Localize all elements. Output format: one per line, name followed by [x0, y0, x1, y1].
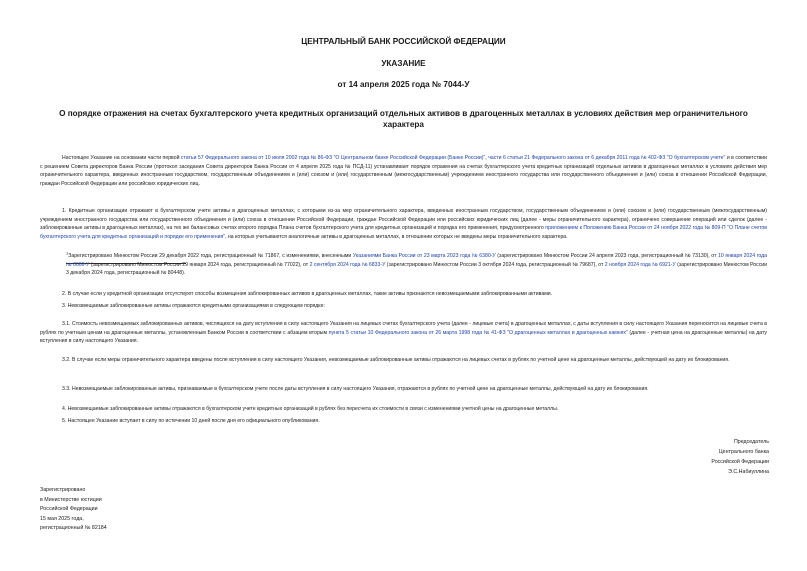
footnote-text: Зарегистрировано Минюстом России 29 декабря 2022 года, регистрационный № 71867, с изменениями, внесенными [68, 253, 353, 259]
paragraph-1 [40, 207, 767, 241]
signature-country: Российской Федерации [711, 459, 769, 465]
footnote [66, 252, 767, 278]
footnote-marker: 1 [66, 250, 69, 256]
paragraph-3-2: 3.2. В случае если меры ограничительного характера введены после вступления в силу настоящего Указания, невозмещаемые заблокированные активы отражаются на лицевых счетах в рублях по учетной цене на драгоценные металлы, действующей на дату их блокирования. [62, 357, 730, 363]
intro-paragraph [40, 154, 767, 188]
link-directive-6380-u[interactable]: Указаниями Банка России от 23 марта 2023 года № 6380-У [352, 253, 496, 259]
issuer-heading: ЦЕНТРАЛЬНЫЙ БАНК РОССИЙСКОЙ ФЕДЕРАЦИИ [301, 37, 506, 46]
signature-block [711, 437, 769, 477]
document-type: УКАЗАНИЕ [381, 59, 426, 68]
intro-text: , [485, 155, 489, 161]
paragraph-3-1 [40, 320, 767, 346]
paragraph-text: , на которых учитываются аналогичные активы в драгоценных металлах, в отношении которых не введены меры ограничительного характера. [225, 233, 568, 240]
link-law-41-fz[interactable]: пункта 5 статьи 10 Федерального закона от 26 марта 1998 года № 41-ФЗ "О драгоценных металлах и драгоценных камнях" [328, 329, 628, 336]
registration-number: регистрационный № 82184 [40, 525, 107, 532]
registration-block [40, 486, 107, 534]
document-date-number: от 14 апреля 2025 года № 7044-У [337, 80, 470, 89]
registration-line: в Министерстве юстиции [40, 496, 102, 503]
intro-text: Настоящее Указание на основании части первой [62, 155, 181, 161]
paragraph-text: (далее - учетная цена на драгоценные металлы) на дату вступления в силу настоящего Указания. [40, 329, 768, 345]
paragraph-5: 5. Настоящее Указание вступает в силу по истечении 10 дней после дня его официального опубликования. [62, 418, 320, 424]
footnote-text: (зарегистрировано Минюстом России 29 января 2024 года, регистрационный № 77022), от [89, 261, 310, 268]
intro-text: и в соответствии с решением Совета директоров Банка России (протокол заседания Совета директоров Банка России от 4 апреля 2025 года № ПСД-11) устанавливает порядок отражения на счетах бухгалтерского учета кредитных организаций отдельных активов в драгоценных металлах в условиях действия мер ограничительного характера, введенных иностранным государством, государственным объединением и (или) союзом и (или) государственным (межгосударственным) учреждением иностранного государства или государственного объединения и (или) союза в отношении Российской Федерации, граждан Российской Федерации или российских юридических лиц. [40, 155, 768, 187]
paragraph-text: 1. Кредитные организации отражают в бухгалтерском учете активы в драгоценных металлах, с которыми из-за мер ограничительного характера, введенных иностранным государством, государственным объединением и (или) союзом и (или) государственным (межгосударственным) учреждением иностранного государства или государственного объединения и (или) союза в отношении Российской Федерации, граждан Российской Федерации или российских юридических лиц (далее - меры ограничительного характера), ограничено совершение операций или сделок (далее - заблокированные активы в драгоценных металлах), на тех же балансовых счетах второго порядка Плана счетов бухгалтерского учета для кредитных организаций и порядка его применения, предусмотренного [40, 208, 767, 232]
registration-line: Зарегистрировано [40, 487, 86, 493]
signature-position: Председатель [733, 439, 769, 445]
registration-line: Российской Федерации [40, 506, 98, 513]
link-directive-6666-u[interactable]: 10 января 2024 года № 6666-У [66, 253, 768, 268]
link-law-402-fz[interactable]: части 6 статьи 21 Федерального закона от 6 декабря 2011 года № 402-ФЗ "О бухгалтерском учете" [488, 155, 726, 161]
paragraph-text: 3.1. Стоимость невозмещаемых заблокированных активов, числящихся на дату вступления в силу настоящего Указания на лицевых счетах бухгалтерского учета (далее - лицевые счета) в драгоценных металлах, с даты вступления в силу настоящего Указания переносится на лицевые счета в рублях по учетным ценам на драгоценные металлы, установленным Банком России в соответствии с абзацем вторым [40, 321, 767, 336]
signature-name: Э.С.Набиуллина [728, 469, 769, 475]
link-directive-6833-u[interactable]: 2 сентября 2024 года № 6833-У [309, 261, 386, 268]
paragraph-4: 4. Невозмещаемые заблокированные активы отражаются в бухгалтерском учете кредитных организаций в рублях без пересчета их стоимости в связи с изменениями учетной цены на драгоценные металлы. [62, 406, 559, 412]
signature-org: Центрального банка [718, 449, 769, 455]
link-regulation-809-p[interactable]: приложением к Положению Банка России от 24 ноября 2022 года № 809-П "О Плане счетов бухгалтерского учета для кредитных организаций и порядке его применения" [40, 225, 768, 240]
paragraph-2: 2. В случае если у кредитной организации отсутствуют способы возмещения заблокированных активов в драгоценных металлах, такие активы признаются невозмещаемыми заблокированными активами. [62, 291, 553, 297]
document-title: О порядке отражения на счетах бухгалтерского учета кредитных организаций отдельных активов в драгоценных металлах в условиях действия мер ограничительного характера [59, 109, 748, 129]
footnote-text: (зарегистрировано Минюстом России 24 апреля 2023 года, регистрационный № 73130), от [495, 253, 718, 259]
footnote-text: (зарегистрировано Минюстом России 3 декабря 2024 года, регистрационный № 80448). [66, 261, 768, 277]
registration-date: 15 мая 2025 года, [40, 515, 84, 522]
footnote-text: (зарегистрировано Минюстом России 3 октября 2024 года, регистрационный № 79687), от [385, 261, 605, 268]
paragraph-3-3: 3.3. Невозмещаемые заблокированные активы, признаваемые в бухгалтерском учете после даты вступления в силу настоящего Указания, отражаются в рублях по учетной цене на драгоценные металлы, действующей на дату их блокирования. [62, 386, 649, 392]
link-law-86-fz[interactable]: статьи 57 Федерального закона от 10 июля 2002 года № 86-ФЗ "О Центральном банке Российской Федерации (Банке России)" [180, 155, 486, 161]
paragraph-3: 3. Невозмещаемые заблокированные активы отражаются кредитными организациями в следующем порядке: [62, 303, 325, 309]
link-directive-6921-u[interactable]: 2 ноября 2024 года № 6921-У [604, 261, 676, 268]
